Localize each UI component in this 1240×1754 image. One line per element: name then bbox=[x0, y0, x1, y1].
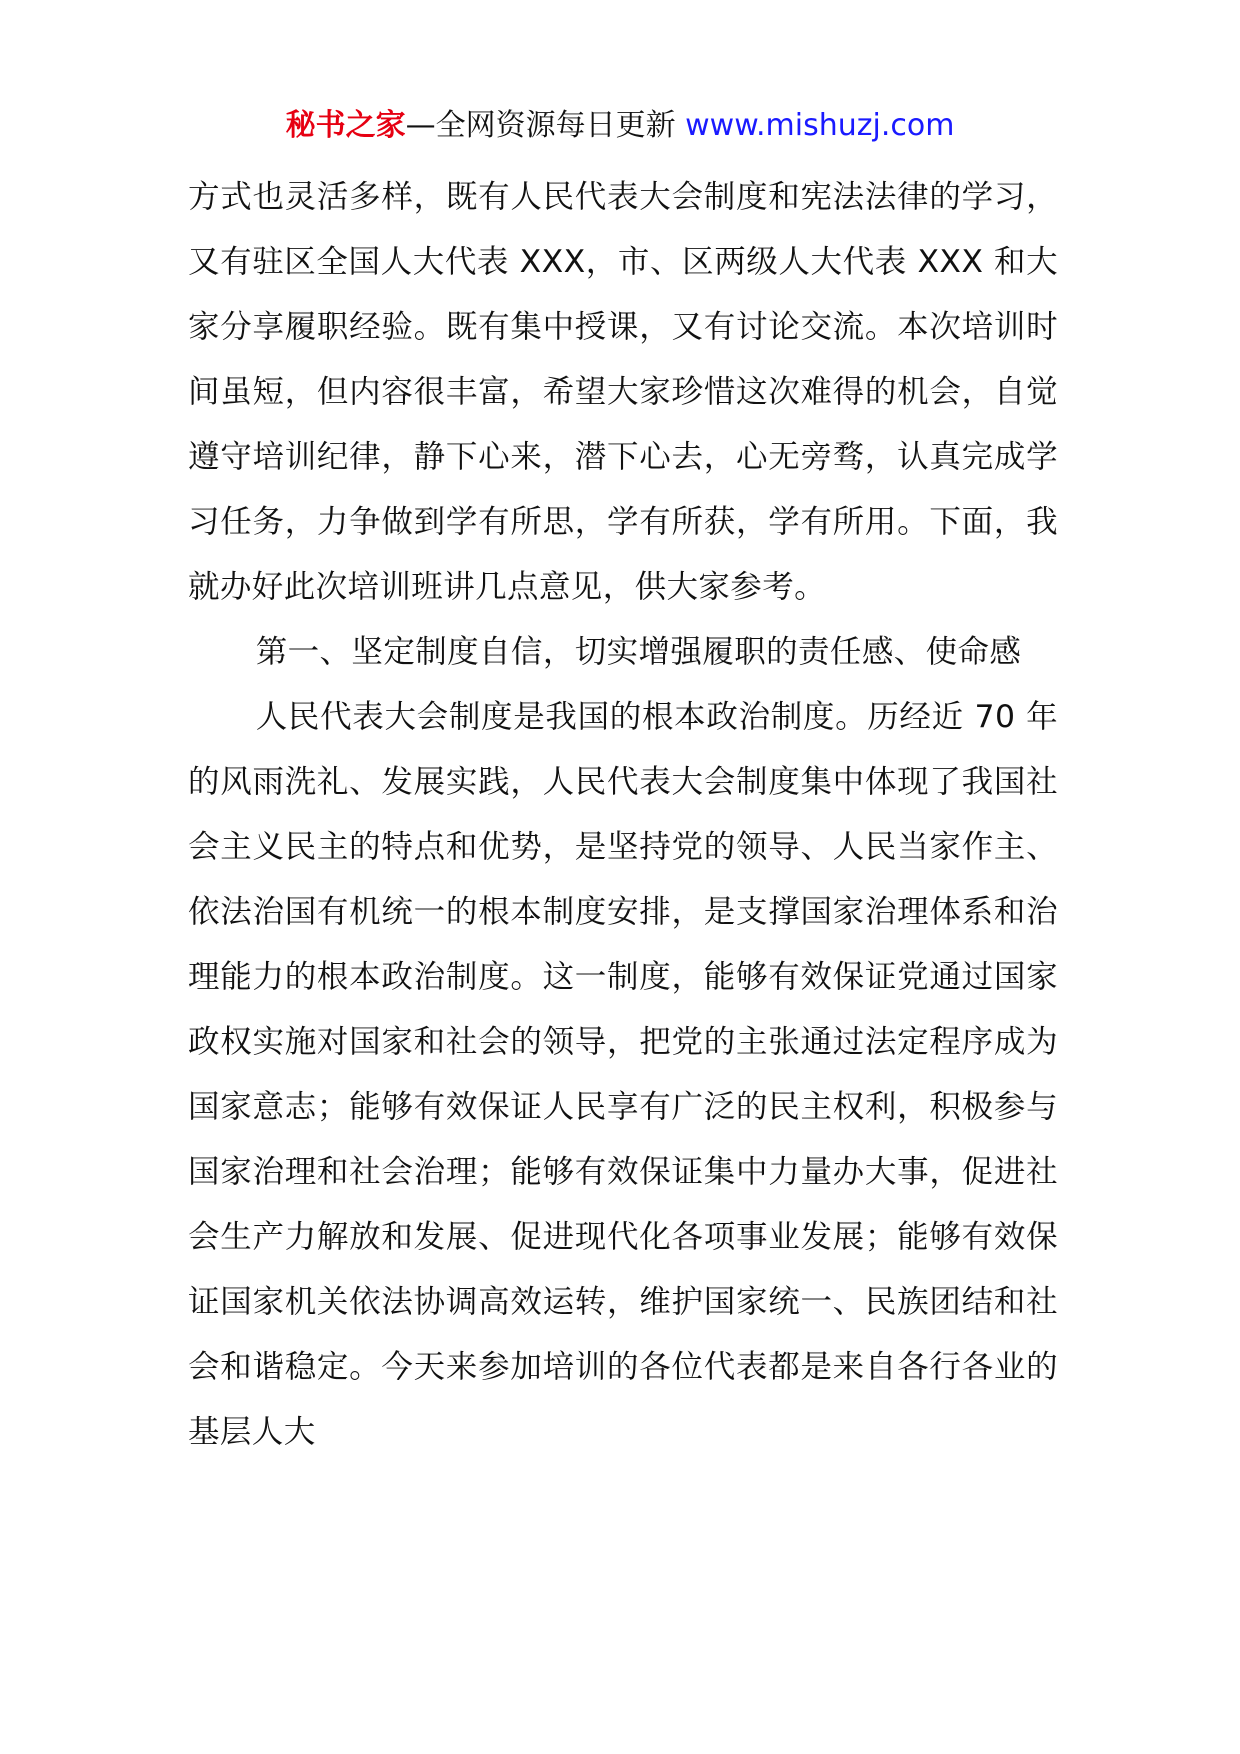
header-tagline: —全网资源每日更新 bbox=[405, 108, 686, 143]
paragraph-body: 人民代表大会制度是我国的根本政治制度。历经近 70 年的风雨洗礼、发展实践，人民代表大会制度集中体现了我国社会主义民主的特点和优势，是坚持党的领导、人民当家作主、依法治国有机统一的根本制度安排，是支撑国家治理体系和治理能力的根本政治制度。这一制度，能够有效保证党通过国家政权实施对国家和社会的领导，把党的主张通过法定程序成为国家意志；能够有效保证人民享有广泛的民主权利，积极参与国家治理和社会治理；能够有效保证集中力量办大事，促进社会生产力解放和发展、促进现代化各项事业发展；能够有效保证国家机关依法协调高效运转，维护国家统一、民族团结和社会和谐稳定。今天来参加培训的各位代表都是来自各行各业的基层人大 bbox=[188, 699, 1058, 1450]
header-url-link[interactable]: www.mishuzj.com bbox=[685, 108, 955, 143]
section-heading: 第一、坚定制度自信，切实增强履职的责任感、使命感 bbox=[255, 634, 1022, 670]
paragraph-continuation: 方式也灵活多样，既有人民代表大会制度和宪法法律的学习，又有驻区全国人大代表 XXX，市、区两级人大代表 XXX 和大家分享履职经验。既有集中授课，又有讨论交流。本次培训时间虽短，但内容很丰富，希望大家珍惜这次难得的机会，自觉遵守培训纪律，静下心来，潜下心去，心无旁骛，认真完成学习任务，力争做到学有所思，学有所获，学有所用。下面，我就办好此次培训班讲几点意见，供大家参考。 bbox=[188, 179, 1058, 605]
page-header bbox=[0, 104, 1240, 148]
document-body bbox=[188, 165, 1058, 1465]
header-brand: 秘书之家 bbox=[285, 108, 406, 143]
